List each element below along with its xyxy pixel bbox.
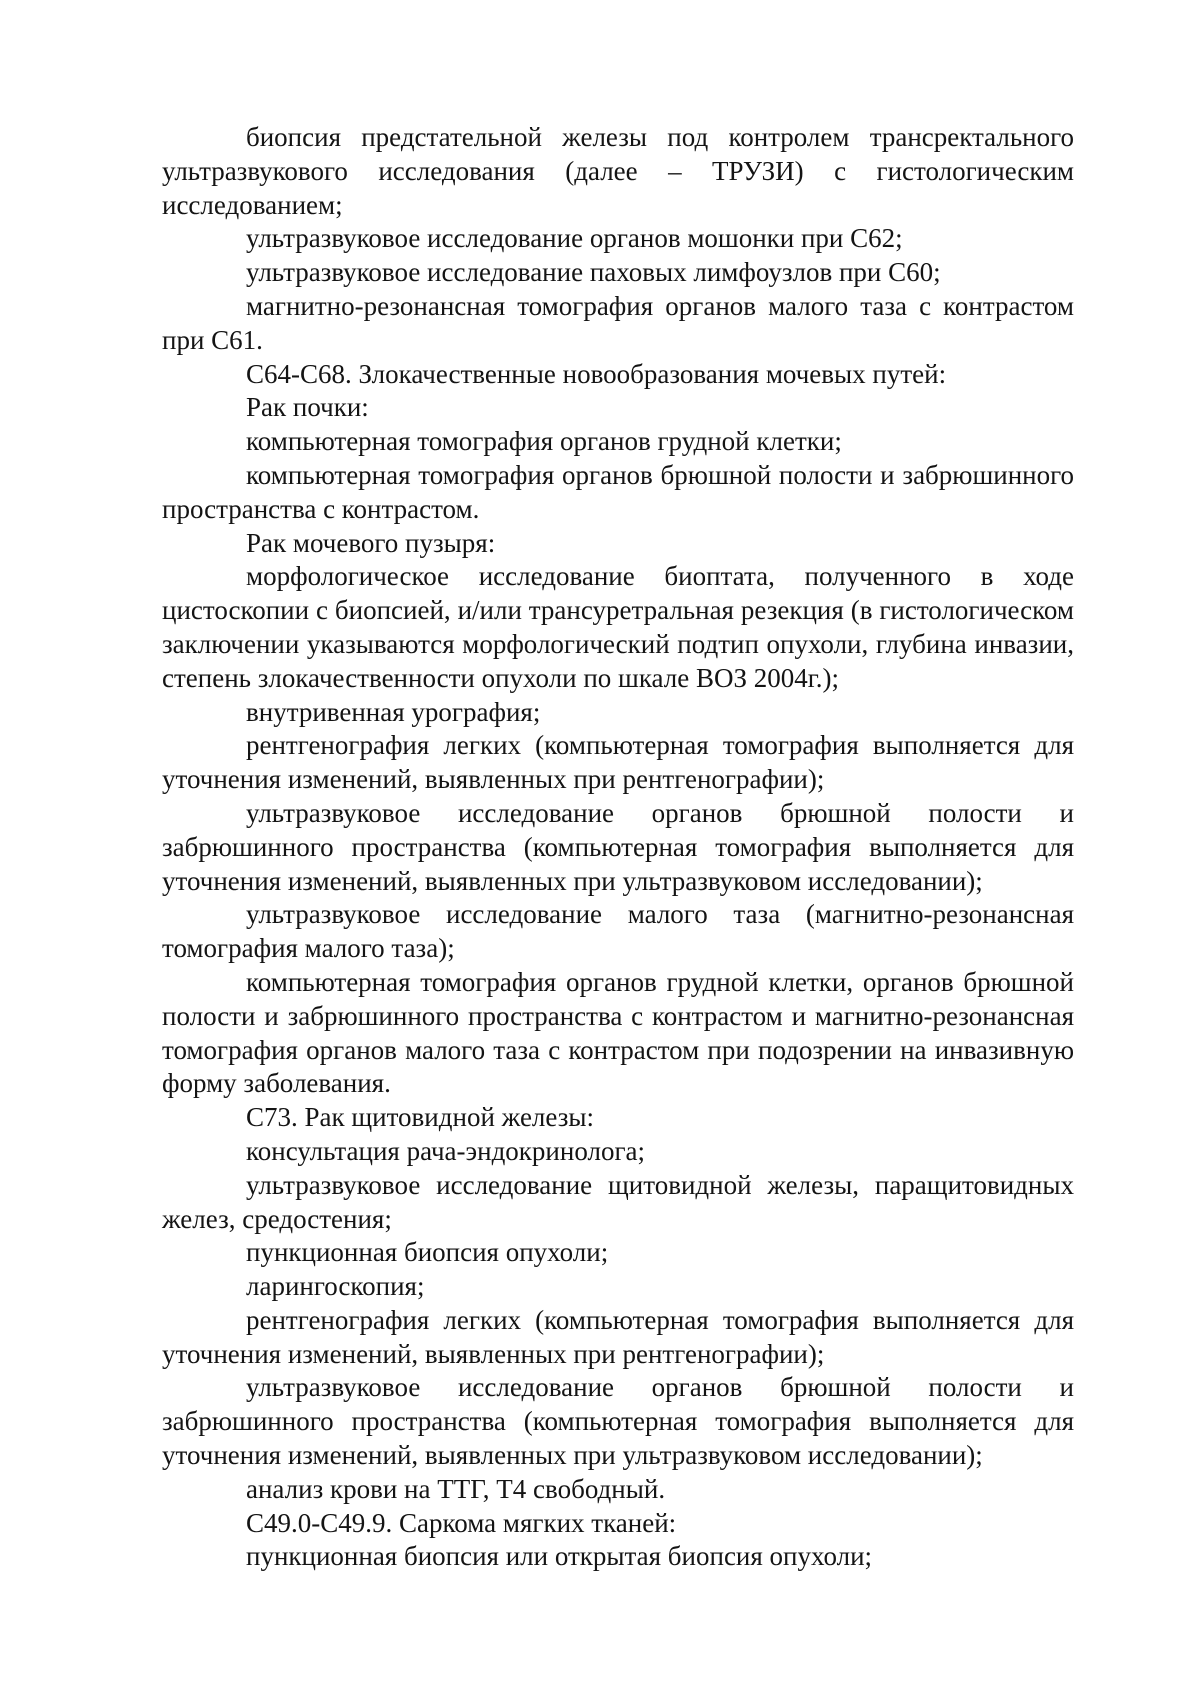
paragraph: ультразвуковое исследование органов мошонки при C62;	[246, 223, 903, 254]
paragraph: рентгенография легких (компьютерная томография выполняется для уточнения изменений, выявленных при рентгенографии);	[162, 1304, 1074, 1369]
paragraph: ультразвуковое исследование паховых лимфоузлов при C60;	[246, 257, 941, 288]
paragraph: ларингоскопия;	[246, 1271, 425, 1302]
paragraph: биопсия предстательной железы под контролем трансректального ультразвукового исследования (далее – ТРУЗИ) с гистологическим исследованием;	[162, 122, 1074, 220]
paragraph: внутривенная урография;	[246, 696, 541, 727]
paragraph: ультразвуковое исследование щитовидной железы, паращитовидных желез, средостения;	[162, 1169, 1074, 1234]
subsection-heading: Рак почки:	[246, 392, 369, 423]
paragraph: морфологическое исследование биоптата, полученного в ходе цистоскопии с биопсией, и/или трансуретральная резекция (в гистологическом заключении указываются морфологический подтип опухоли, глубина инвазии, степень злокачественности опухоли по шкале ВОЗ 2004г.);	[162, 561, 1074, 693]
section-heading: C73. Рак щитовидной железы:	[246, 1102, 595, 1133]
section-heading: C64-C68. Злокачественные новообразования мочевых путей:	[246, 358, 947, 389]
paragraph: компьютерная томография органов грудной клетки, органов брюшной полости и забрюшинного пространства с контрастом и магнитно-резонансная томография органов малого таза с контрастом при подозрении на инвазивную форму заболевания.	[162, 966, 1074, 1099]
paragraph: ультразвуковое исследование органов брюшной полости и забрюшинного пространства (компьютерная томография выполняется для уточнения изменений, выявленных при ультразвуковом исследовании);	[162, 1372, 1074, 1471]
paragraph: компьютерная томография органов грудной клетки;	[246, 426, 842, 457]
paragraph: пункционная биопсия опухоли;	[246, 1237, 609, 1268]
subsection-heading: Рак мочевого пузыря:	[246, 527, 496, 558]
document-page	[162, 121, 1074, 1574]
paragraph: ультразвуковое исследование органов брюшной полости и забрюшинного пространства (компьютерная томография выполняется для уточнения изменений, выявленных при ультразвуковом исследовании);	[162, 797, 1074, 896]
section-heading: C49.0-C49.9. Саркома мягких тканей:	[246, 1507, 677, 1538]
paragraph: пункционная биопсия или открытая биопсия опухоли;	[246, 1541, 873, 1572]
paragraph: консультация рача-эндокринолога;	[246, 1135, 646, 1166]
paragraph: магнитно-резонансная томография органов малого таза с контрастом при C61.	[162, 290, 1074, 355]
paragraph: рентгенография легких (компьютерная томография выполняется для уточнения изменений, выявленных при рентгенографии);	[162, 730, 1074, 795]
paragraph: компьютерная томография органов брюшной полости и забрюшинного пространства с контрастом.	[162, 459, 1074, 524]
paragraph: анализ крови на ТТГ, Т4 свободный.	[246, 1473, 666, 1504]
paragraph: ультразвуковое исследование малого таза (магнитно-резонансная томография малого таза);	[162, 899, 1074, 964]
